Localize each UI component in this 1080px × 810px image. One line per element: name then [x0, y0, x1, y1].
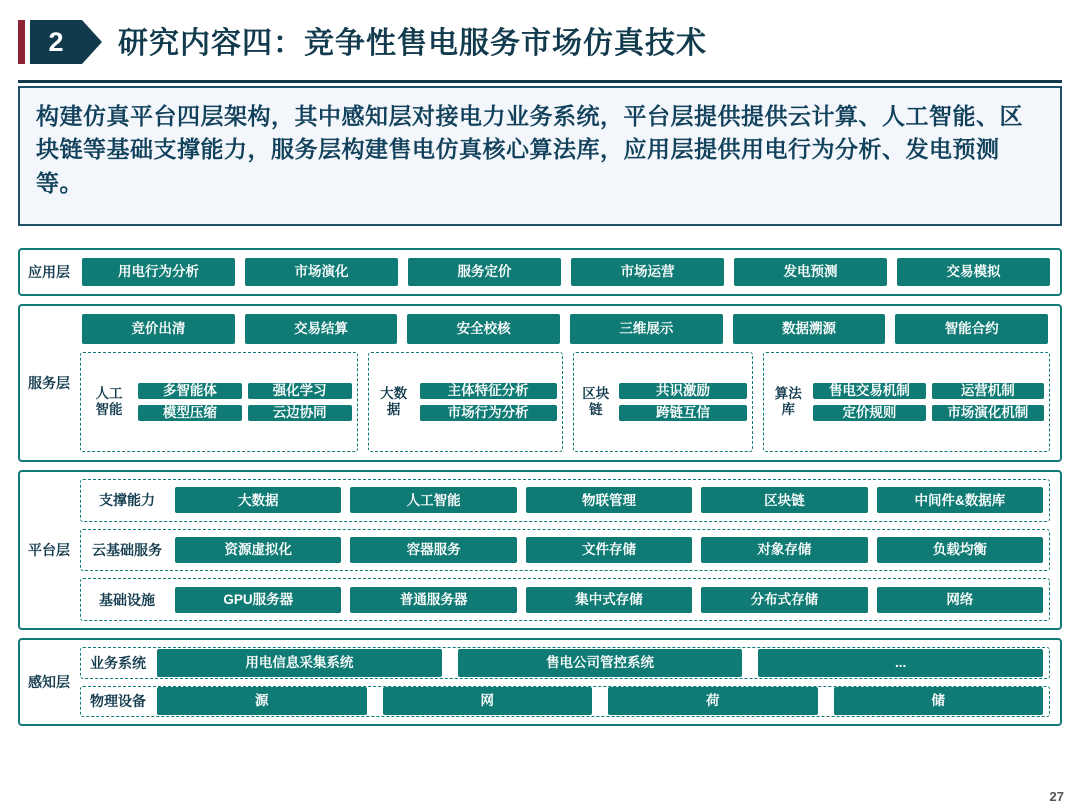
- perception-row-label: 业务系统: [90, 654, 146, 671]
- platform-layer-label: 平台层: [28, 541, 70, 558]
- summary-box: [18, 86, 1062, 226]
- section-number-badge: 2: [30, 20, 82, 64]
- service-layer-groups: [80, 352, 1050, 452]
- service-group-bigdata: [368, 352, 563, 452]
- platform-row-cloud: [80, 529, 1050, 572]
- service-group-label: 大数据: [380, 386, 408, 417]
- platform-row-infrastructure: [80, 578, 1050, 621]
- service-group-label: 区块链: [582, 386, 610, 417]
- platform-item[interactable]: 集中式存储: [526, 587, 692, 613]
- service-group-label: 算法库: [774, 386, 802, 417]
- service-item[interactable]: 数据溯源: [733, 314, 886, 344]
- service-group-item[interactable]: 售电交易机制: [813, 383, 925, 399]
- perception-item[interactable]: 网: [383, 687, 593, 715]
- header-red-bar: [18, 20, 25, 64]
- perception-item[interactable]: 荷: [608, 687, 818, 715]
- application-layer: [18, 248, 1062, 296]
- service-group-item[interactable]: 模型压缩: [138, 405, 242, 421]
- app-item[interactable]: 发电预测: [734, 258, 887, 286]
- service-item[interactable]: 竞价出清: [82, 314, 235, 344]
- service-group-item[interactable]: 多智能体: [138, 383, 242, 399]
- platform-item[interactable]: 容器服务: [350, 537, 516, 563]
- service-group-item[interactable]: 运营机制: [932, 383, 1044, 399]
- service-group-item[interactable]: 云边协同: [248, 405, 352, 421]
- service-group-item[interactable]: 共识激励: [619, 383, 748, 399]
- platform-item[interactable]: 人工智能: [350, 487, 516, 513]
- perception-row-business: [80, 647, 1050, 679]
- header-divider: [18, 80, 1062, 83]
- perception-item[interactable]: 储: [834, 687, 1044, 715]
- platform-row-capability: [80, 479, 1050, 522]
- perception-item[interactable]: 源: [157, 687, 367, 715]
- service-group-algorithm: [763, 352, 1050, 452]
- platform-item[interactable]: GPU服务器: [175, 587, 341, 613]
- page-title: 研究内容四：竞争性售电服务市场仿真技术: [118, 27, 707, 60]
- service-group-item[interactable]: 市场演化机制: [932, 405, 1044, 421]
- service-group-item[interactable]: 主体特征分析: [420, 383, 557, 399]
- header-arrow-icon: [82, 20, 102, 64]
- service-group-ai: [80, 352, 358, 452]
- page-number: 27: [1049, 789, 1064, 804]
- platform-item[interactable]: 网络: [877, 587, 1043, 613]
- service-group-item[interactable]: 市场行为分析: [420, 405, 557, 421]
- app-item[interactable]: 市场运营: [571, 258, 724, 286]
- service-item[interactable]: 智能合约: [895, 314, 1048, 344]
- app-item[interactable]: 市场演化: [245, 258, 398, 286]
- platform-item[interactable]: 普通服务器: [350, 587, 516, 613]
- perception-item[interactable]: 用电信息采集系统: [157, 649, 442, 677]
- application-layer-items: [78, 258, 1060, 286]
- platform-item[interactable]: 对象存储: [701, 537, 867, 563]
- service-layer-top-items: [80, 314, 1050, 344]
- service-item[interactable]: 三维展示: [570, 314, 723, 344]
- platform-item[interactable]: 大数据: [175, 487, 341, 513]
- app-item[interactable]: 服务定价: [408, 258, 561, 286]
- platform-row-label: 支撑能力: [99, 492, 155, 509]
- perception-item[interactable]: ...: [758, 649, 1043, 677]
- app-item[interactable]: 用电行为分析: [82, 258, 235, 286]
- perception-item[interactable]: 售电公司管控系统: [458, 649, 743, 677]
- service-group-label: 人工智能: [95, 386, 123, 417]
- platform-layer-content: [78, 472, 1060, 628]
- perception-row-label: 物理设备: [90, 693, 146, 710]
- service-layer: [18, 304, 1062, 462]
- platform-row-label: 基础设施: [99, 591, 155, 608]
- platform-layer: [18, 470, 1062, 630]
- platform-item[interactable]: 分布式存储: [701, 587, 867, 613]
- service-group-item[interactable]: 跨链互信: [619, 405, 748, 421]
- app-item[interactable]: 交易模拟: [897, 258, 1050, 286]
- application-layer-label: 应用层: [28, 263, 70, 280]
- platform-item[interactable]: 文件存储: [526, 537, 692, 563]
- summary-text: 构建仿真平台四层架构，其中感知层对接电力业务系统，平台层提供提供云计算、人工智能、区块链等基础支撑能力，服务层构建售电仿真核心算法库，应用层提供用电行为分析、发电预测等。: [36, 103, 1023, 196]
- service-group-item[interactable]: 定价规则: [813, 405, 925, 421]
- service-item[interactable]: 安全校核: [407, 314, 560, 344]
- service-group-blockchain: [573, 352, 754, 452]
- perception-layer-content: [78, 640, 1060, 724]
- service-item[interactable]: 交易结算: [245, 314, 398, 344]
- perception-layer-label: 感知层: [28, 673, 70, 690]
- platform-item[interactable]: 物联管理: [526, 487, 692, 513]
- perception-layer: [18, 638, 1062, 726]
- service-layer-label: 服务层: [28, 374, 70, 391]
- platform-item[interactable]: 负载均衡: [877, 537, 1043, 563]
- platform-row-label: 云基础服务: [92, 541, 162, 558]
- platform-item[interactable]: 区块链: [701, 487, 867, 513]
- architecture-diagram: [18, 248, 1062, 788]
- slide-header: [0, 14, 1080, 70]
- platform-item[interactable]: 中间件&数据库: [877, 487, 1043, 513]
- service-group-item[interactable]: 强化学习: [248, 383, 352, 399]
- service-layer-content: [78, 306, 1060, 460]
- platform-item[interactable]: 资源虚拟化: [175, 537, 341, 563]
- perception-row-device: [80, 686, 1050, 718]
